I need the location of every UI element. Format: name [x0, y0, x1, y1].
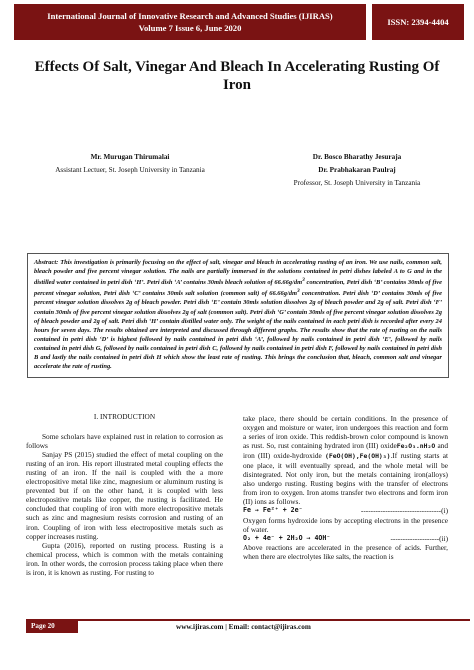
author-block-left: [40, 151, 220, 177]
paragraph-text: and iron (III) oxide-hydroxide: [243, 441, 448, 461]
superscript: 3: [302, 277, 305, 284]
footer-website[interactable]: www.ijiras.com | Email: contact@ijiras.com: [176, 623, 311, 631]
author-name: Dr. Bosco Bharathy Jesuraja: [312, 153, 402, 161]
journal-header: [0, 4, 474, 40]
equation-2: [243, 534, 448, 543]
journal-name: International Journal of Innovative Research and Advanced Studies (IJIRAS): [47, 11, 333, 21]
author-affiliation: Professor, St. Joseph University in Tanzania: [293, 179, 421, 187]
abstract-text: concentration. Petri dish ‘D’ contains 30mls of five percent vinegar solution dissolves 2g of bleach powder. Petri dish ‘E’ contain 30mls solution dissolves 2g of bleach powder and 2g of salt. Petri dish ‘F’ contain 30mls of five percent vinegar solution dissolves 2g of salt (common salt). Petri dish ‘G’ contain 30mls of five percent vinegar solution dissolves 2g of bleach powder and 2g of salt. Petri dish ‘H’ contain distilled water only. The weight of the nails contained in each petri dish is recorded after every 24 hours for seven days. The results obtained are interpreted and discussed through different graphs. The results show that the rate of rusting on the nails contained in petri dish ‘D’ is highest followed by nails contained in petri dish ‘A’, followed by nails contained in petri dish ‘E’, followed by nails contained in petri dish G, followed by nails contained in petri dish C, followed by nails contained in petri dish F, followed by nails contained in petri dish B and lastly the nails contained in petri dish H which show the least rate of rusting. This brings the conclusion that, bleach, common salt and vinegar accelerate the rate of rusting.: [34, 290, 442, 370]
section-heading: I. INTRODUCTION: [93, 412, 156, 421]
equation-tag: ---------------------------------(i): [360, 506, 448, 516]
abstract-text: This investigation is primarily focusing on the effect of salt, vinegar and bleach in accelerating rusting of an iron. We use nails, common salt, bleach powder and five percent vinegar solution. The nails are partially immersed in the solutions contained in petri dishes labeled A to G and in the distilled water contained in petri dish ‘H’. Petri dish ‘A’ contains 30mls bleach solution of 66.66g/dm: [34, 259, 443, 287]
paragraph-text: take place, there should be certain conditions. In the presence of oxygen and moisture or water, iron undergoes this reaction and form a series of iron oxide. This reddish-brown color compound is known as rust. So, rust containing hydrated iron (III) oxide: [243, 414, 448, 451]
paper-title: Effects Of Salt, Vinegar And Bleach In Accelerating Rusting Of Iron: [34, 59, 440, 93]
superscript: 3: [296, 288, 300, 295]
equation-formula: O₂ + 4e⁻ + 2H₂O → 4OH⁻: [243, 533, 331, 542]
equation-tag: --------------------(ii): [390, 533, 448, 543]
author-block-right: [262, 151, 452, 190]
abstract-text: concentration, Petri dish ‘B’ contains 30mls of five percent vinegar solution, Petri dish ‘C’ contains 30mls salt solution (common salt) of 66.66g/dm: [34, 279, 442, 298]
paragraph: Sanjay PS (2015) studied the effect of metal coupling on the rusting of an iron. His report illustrated metal coupling effects the rusting of an iron. If the nail is coupled with the a more electropositive metal like zinc, magnesium or aluminum rusting is prevented but if on the other hand, it is coupled with less electropositive metals like copper, the rusting is facilitated. He concluded that coupling of iron with more electropositive metals such as zinc and magnesium resists corrosion and rusting of an iron. Coupling of iron with less electropositive metals such as copper increases rusting.: [26, 450, 223, 541]
page-footer: [0, 619, 474, 633]
page-number: Page 20: [26, 619, 78, 633]
author-name: Mr. Murugan Thirumalai: [90, 153, 170, 161]
journal-banner: [14, 4, 366, 40]
issn-badge: ISSN: 2394-4404: [372, 4, 464, 40]
paragraph: Some scholars have explained rust in relation to corrosion as follows: [26, 432, 223, 451]
paragraph-text: .If rusting starts at one place, it will eventually spread, and the whole metal will be disintegrated. Not only iron, but the metals containing iron(alloys) also undergo rusting. Rusting begins with the transfer of electrons from iron to oxygen. Iron atoms transfer two electrons and form iron (II) ions as follows.: [243, 451, 448, 507]
footer-rule: [78, 619, 470, 621]
author-name: Dr. Prabhakaran Paulraj: [318, 166, 396, 174]
paragraph: Gupta (2016), reported on rusting process. Rusting is a chemical process, which is common with the metals containing iron. In other words, the corrosion process taking place when there is iron, it is known as rusting. For rusting to: [26, 540, 223, 577]
equation-formula: Fe → Fe²⁺ + 2e⁻: [243, 506, 303, 515]
journal-volume: Volume 7 Issue 6, June 2020: [138, 23, 242, 33]
paragraph: [243, 414, 448, 506]
right-column: [243, 414, 448, 561]
abstract-label: Abstract:: [34, 259, 59, 266]
left-column: [26, 412, 223, 577]
paragraph: Above reactions are accelerated in the presence of acids. Further, when there are electrolytes like salts, the reaction is: [243, 542, 448, 561]
author-affiliation: Assistant Lectuer, St. Joseph University in Tanzania: [55, 166, 205, 174]
chemical-formula: Fe₂O₃.nH₂O: [396, 442, 436, 451]
chemical-formula: (FeO(OH),Fe(OH)₃): [325, 452, 391, 461]
paragraph: Oxygen forms hydroxide ions by accepting electrons in the presence of water.: [243, 515, 448, 534]
abstract-box: [27, 253, 449, 378]
equation-1: [243, 506, 448, 515]
